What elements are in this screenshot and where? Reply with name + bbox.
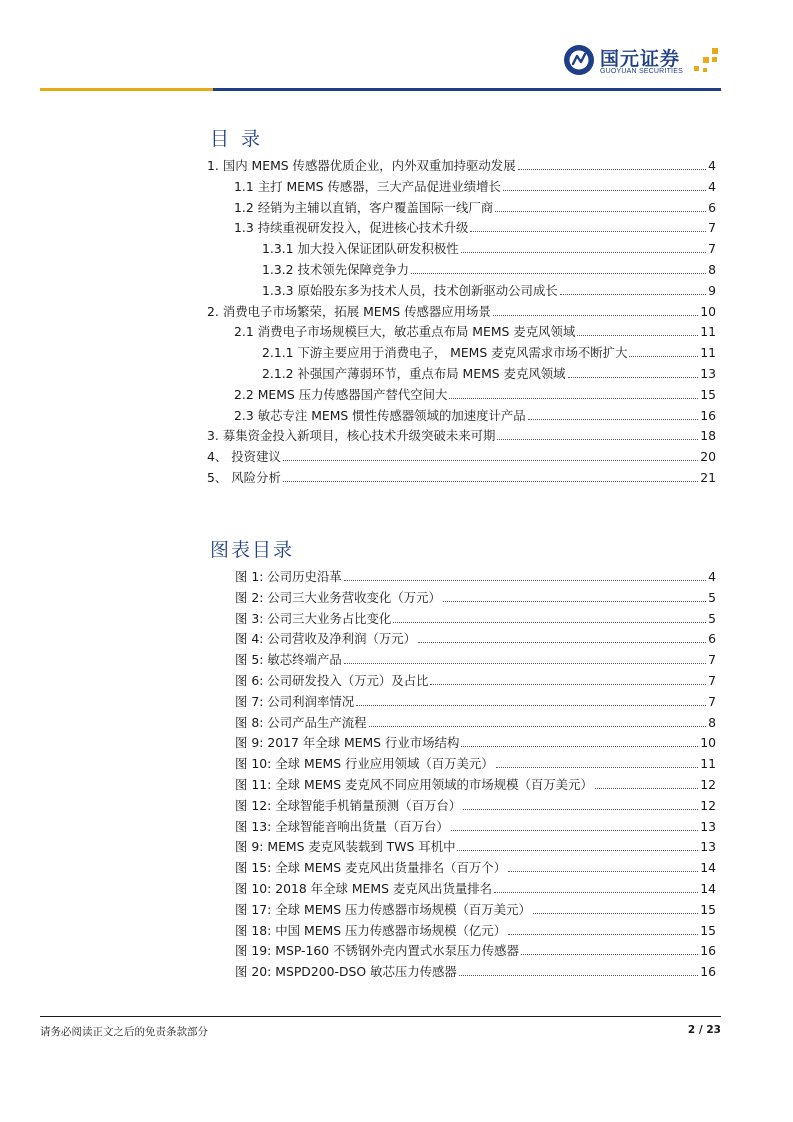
toc-entry[interactable] bbox=[262, 281, 716, 299]
figure-entry-number: 图 7: bbox=[235, 693, 264, 709]
dot-leader bbox=[470, 231, 706, 232]
figure-entry-text: 公司产品生产流程 bbox=[267, 714, 367, 730]
toc-entry[interactable] bbox=[207, 447, 716, 465]
figure-entry-page: 5 bbox=[708, 589, 716, 605]
toc-entry-number: 1.3.1 bbox=[262, 241, 294, 257]
figure-entry[interactable] bbox=[235, 629, 716, 647]
dot-leader bbox=[459, 975, 698, 976]
figure-entry-text: MEMS 麦克风装载到 TWS 耳机中 bbox=[267, 839, 456, 855]
toc-entry-number: 4、 bbox=[207, 449, 228, 465]
toc-entry-number: 5、 bbox=[207, 470, 228, 485]
toc-entry-number: 1.2 bbox=[234, 199, 254, 215]
figure-entry-number: 图 13: bbox=[235, 818, 272, 834]
toc-entry[interactable] bbox=[207, 302, 716, 320]
toc-entry[interactable] bbox=[234, 322, 716, 340]
toc-entry-page: 9 bbox=[708, 282, 716, 298]
dot-leader bbox=[497, 439, 698, 440]
figure-entry-text: 全球智能手机销量预测（百万台） bbox=[275, 797, 462, 813]
dot-leader bbox=[344, 663, 706, 664]
figure-entry-page: 11 bbox=[700, 756, 716, 772]
figure-entry[interactable] bbox=[235, 754, 716, 772]
figure-entry-number: 图 10: bbox=[235, 756, 272, 772]
logo-chinese-name: 国元证券 bbox=[600, 48, 681, 70]
dot-leader bbox=[369, 726, 707, 727]
dot-leader bbox=[430, 684, 706, 685]
figure-entry-page: 14 bbox=[700, 881, 716, 896]
toc-entry-text: 募集资金投入新项目，核心技术升级突破未来可期 bbox=[222, 428, 496, 444]
dot-leader bbox=[495, 211, 706, 212]
dot-leader bbox=[518, 169, 707, 170]
toc-entry-number: 2.1 bbox=[234, 324, 254, 340]
toc-entry-text: 主打 MEMS 传感器，三大产品促进业绩增长 bbox=[257, 178, 501, 194]
figure-entry-text: 全球 MEMS 麦克风不同应用领域的市场规模（百万美元） bbox=[275, 777, 593, 792]
figure-entry-number: 图 10: bbox=[235, 881, 272, 896]
toc-entry-text: 风险分析 bbox=[231, 470, 281, 485]
figure-entry-number: 图 9: bbox=[235, 735, 264, 751]
toc-entry[interactable] bbox=[234, 385, 716, 403]
toc-entry-text: 原始股东多为技术人员，技术创新驱动公司成长 bbox=[297, 282, 558, 298]
toc-entry-page: 18 bbox=[700, 428, 716, 444]
figure-entry-text: MSPD200-DSO 敏芯压力传感器 bbox=[275, 964, 457, 980]
toc-entry-page: 7 bbox=[708, 220, 716, 236]
figure-entry-text: 公司三大业务营收变化（万元） bbox=[267, 589, 441, 605]
figure-list-title: 图表目录 bbox=[210, 539, 295, 561]
dot-leader bbox=[344, 580, 706, 581]
toc-entry-text: 国内 MEMS 传感器优质企业，内外双重加持驱动发展 bbox=[222, 158, 516, 173]
dot-leader bbox=[508, 934, 698, 935]
figure-entry-text: 全球 MEMS 压力传感器市场规模（百万美元） bbox=[275, 901, 531, 917]
dot-leader bbox=[494, 892, 698, 893]
figure-entry-number: 图 19: bbox=[235, 943, 272, 959]
toc-entry[interactable] bbox=[262, 343, 716, 361]
figure-entry-number: 图 12: bbox=[235, 797, 272, 813]
toc-entry-page: 20 bbox=[700, 449, 716, 465]
toc-entry-number: 1.3.3 bbox=[262, 282, 294, 298]
figure-entry-number: 图 2: bbox=[235, 589, 264, 605]
footer-disclaimer-note: 请务必阅读正文之后的免责条款部分 bbox=[40, 1026, 208, 1038]
dot-leader bbox=[496, 767, 699, 768]
figure-entry-text: 公司研发投入（万元）及占比 bbox=[267, 673, 429, 688]
toc-entry-number: 2.2 bbox=[234, 386, 254, 402]
toc-entry-page: 10 bbox=[700, 303, 716, 319]
toc-entry[interactable] bbox=[234, 406, 716, 424]
toc-entry-text: 补强国产薄弱环节，重点布局 MEMS 麦克风领域 bbox=[297, 366, 566, 381]
toc-entry-number: 2.1.2 bbox=[262, 366, 294, 381]
toc-entry-page: 21 bbox=[700, 470, 716, 485]
figure-entry-page: 16 bbox=[700, 964, 716, 980]
figure-entry-page: 12 bbox=[700, 797, 716, 813]
toc-entry-number: 2. bbox=[207, 303, 219, 319]
figure-entry-text: 全球智能音响出货量（百万台） bbox=[275, 818, 449, 834]
page-number: 2 / 23 bbox=[687, 1024, 721, 1036]
dot-leader bbox=[356, 705, 706, 706]
dot-leader bbox=[533, 913, 698, 914]
figure-entry-number: 图 8: bbox=[235, 714, 264, 730]
dot-leader bbox=[451, 830, 698, 831]
figure-entry[interactable] bbox=[235, 713, 716, 731]
figure-entry-text: 公司历史沿革 bbox=[267, 569, 342, 584]
toc-entry-text: 加大投入保证团队研发积极性 bbox=[297, 241, 459, 257]
toc-entry-text: 经销为主辅以直销，客户覆盖国际一线厂商 bbox=[257, 199, 494, 215]
dot-leader bbox=[493, 315, 698, 316]
dot-leader bbox=[528, 419, 699, 420]
figure-entry-number: 图 3: bbox=[235, 610, 264, 626]
figure-entry[interactable] bbox=[235, 609, 716, 627]
dot-leader bbox=[629, 356, 698, 357]
figure-entry-page: 7 bbox=[708, 673, 716, 688]
figure-entry-text: 公司营收及净利润（万元） bbox=[267, 631, 417, 647]
dot-leader bbox=[508, 871, 698, 872]
toc-entry[interactable] bbox=[262, 260, 716, 278]
toc-entry[interactable] bbox=[207, 468, 716, 486]
figure-entry[interactable] bbox=[235, 941, 716, 959]
dot-leader bbox=[577, 335, 698, 336]
figure-entry-page: 12 bbox=[700, 777, 716, 792]
toc-entry-page: 16 bbox=[700, 407, 716, 423]
figure-entry[interactable] bbox=[235, 962, 716, 980]
toc-entry-page: 11 bbox=[700, 324, 716, 340]
toc-entry-page: 8 bbox=[708, 262, 716, 277]
footer-rule bbox=[40, 1016, 721, 1017]
figure-entry[interactable] bbox=[235, 817, 716, 835]
figure-entry[interactable] bbox=[235, 733, 716, 751]
figure-entry-page: 14 bbox=[700, 860, 716, 876]
toc-entry-number: 1. bbox=[207, 158, 219, 173]
toc-entry-number: 2.3 bbox=[234, 407, 254, 423]
figure-entry-text: 2017 年全球 MEMS 行业市场结构 bbox=[267, 735, 460, 751]
toc-entry[interactable] bbox=[207, 426, 716, 444]
figure-entry-number: 图 20: bbox=[235, 964, 272, 980]
figure-entry-page: 4 bbox=[708, 569, 716, 584]
toc-entry-text: 消费电子市场规模巨大，敏芯重点布局 MEMS 麦克风领域 bbox=[257, 324, 576, 340]
dot-leader bbox=[568, 377, 699, 378]
dot-leader bbox=[393, 622, 706, 623]
figure-entry-page: 8 bbox=[708, 714, 716, 730]
toc-entry-text: 投资建议 bbox=[231, 449, 281, 465]
toc-entry-text: MEMS 压力传感器国产替代空间大 bbox=[257, 386, 448, 402]
figure-entry-text: 公司三大业务占比变化 bbox=[267, 610, 392, 626]
toc-entry[interactable] bbox=[262, 239, 716, 257]
figure-entry-number: 图 1: bbox=[235, 569, 264, 584]
toc-entry-text: 技术领先保障竞争力 bbox=[297, 262, 410, 277]
toc-entry-page: 4 bbox=[708, 158, 716, 173]
dot-leader bbox=[418, 642, 706, 643]
figure-entry-number: 图 17: bbox=[235, 901, 272, 917]
figure-entry[interactable] bbox=[235, 858, 716, 876]
figure-entry-page: 6 bbox=[708, 631, 716, 647]
figure-entry-page: 13 bbox=[700, 839, 716, 855]
dot-leader bbox=[449, 398, 698, 399]
toc-entry[interactable] bbox=[262, 364, 716, 382]
figure-entry-text: 全球 MEMS 麦克风出货量排名（百万个） bbox=[275, 860, 507, 876]
toc-entry[interactable] bbox=[234, 218, 716, 236]
toc-entry-number: 2.1.1 bbox=[262, 345, 294, 361]
dot-leader bbox=[283, 481, 698, 482]
figure-entry-number: 图 6: bbox=[235, 673, 264, 688]
figure-entry-text: 公司利润率情况 bbox=[267, 693, 355, 709]
toc-entry-number: 1.3 bbox=[234, 220, 254, 236]
figure-entry-number: 图 5: bbox=[235, 652, 264, 668]
toc-entry-page: 13 bbox=[700, 366, 716, 381]
figure-entry-page: 16 bbox=[700, 943, 716, 959]
figure-entry[interactable] bbox=[235, 900, 716, 918]
figure-entry-page: 7 bbox=[708, 693, 716, 709]
figure-entry[interactable] bbox=[235, 921, 716, 939]
figure-entry-text: 2018 年全球 MEMS 麦克风出货量排名 bbox=[275, 881, 493, 896]
dot-leader bbox=[463, 809, 698, 810]
logo-dots-icon bbox=[694, 48, 722, 76]
toc-entry-number: 1.1 bbox=[234, 178, 254, 194]
figure-entry-text: 中国 MEMS 压力传感器市场规模（亿元） bbox=[275, 922, 507, 938]
figure-entry-page: 7 bbox=[708, 652, 716, 668]
dot-leader bbox=[461, 746, 698, 747]
figure-entry-page: 15 bbox=[700, 901, 716, 917]
toc-entry[interactable] bbox=[207, 156, 716, 174]
toc-entry-number: 3. bbox=[207, 428, 219, 444]
dot-leader bbox=[595, 788, 698, 789]
figure-entry-page: 5 bbox=[708, 610, 716, 626]
toc-entry-text: 敏芯专注 MEMS 惯性传感器领域的加速度计产品 bbox=[257, 407, 526, 423]
toc-entry-number: 1.3.2 bbox=[262, 262, 294, 277]
dot-leader bbox=[560, 294, 706, 295]
dot-leader bbox=[503, 190, 706, 191]
dot-leader bbox=[443, 601, 706, 602]
company-logo bbox=[563, 42, 723, 82]
dot-leader bbox=[411, 273, 706, 274]
dot-leader bbox=[461, 252, 707, 253]
figure-entry-text: MSP-160 不锈钢外壳内置式水泵压力传感器 bbox=[275, 943, 519, 959]
toc-entry-text: 消费电子市场繁荣，拓展 MEMS 传感器应用场景 bbox=[222, 303, 491, 319]
toc-title: 目录 bbox=[210, 128, 273, 150]
figure-entry-page: 10 bbox=[700, 735, 716, 751]
header-rule-blue bbox=[213, 88, 721, 91]
toc-entry-page: 11 bbox=[700, 345, 716, 361]
toc-entry-page: 6 bbox=[708, 199, 716, 215]
figure-entry[interactable] bbox=[235, 796, 716, 814]
figure-entry-number: 图 18: bbox=[235, 922, 272, 938]
logo-english-name: GUOYUAN SECURITIES bbox=[600, 68, 683, 75]
figure-entry[interactable] bbox=[235, 837, 716, 855]
toc-entry[interactable] bbox=[234, 198, 716, 216]
figure-entry[interactable] bbox=[235, 775, 716, 793]
toc-entry-page: 7 bbox=[708, 241, 716, 257]
figure-entry-number: 图 9: bbox=[235, 839, 264, 855]
figure-entry[interactable] bbox=[235, 692, 716, 710]
dot-leader bbox=[457, 850, 698, 851]
header-rule-gold bbox=[40, 88, 213, 91]
toc-entry[interactable] bbox=[234, 177, 716, 195]
figure-entry-text: 敏芯终端产品 bbox=[267, 652, 342, 668]
toc-entry-text: 下游主要应用于消费电子， MEMS 麦克风需求市场不断扩大 bbox=[297, 345, 628, 361]
figure-entry[interactable] bbox=[235, 650, 716, 668]
figure-entry-number: 图 11: bbox=[235, 777, 272, 792]
toc-entry-text: 持续重视研发投入，促进核心技术升级 bbox=[257, 220, 469, 236]
dot-leader bbox=[283, 460, 698, 461]
figure-entry-number: 图 4: bbox=[235, 631, 264, 647]
figure-entry-text: 全球 MEMS 行业应用领域（百万美元） bbox=[275, 756, 494, 772]
guoyuan-logo-icon bbox=[563, 44, 595, 76]
figure-entry[interactable] bbox=[235, 879, 716, 897]
dot-leader bbox=[521, 954, 698, 955]
figure-entry-number: 图 15: bbox=[235, 860, 272, 876]
toc-entry-page: 15 bbox=[700, 386, 716, 402]
figure-entry-page: 13 bbox=[700, 818, 716, 834]
figure-entry-page: 15 bbox=[700, 922, 716, 938]
figure-entry[interactable] bbox=[235, 671, 716, 689]
toc-entry-page: 4 bbox=[708, 178, 716, 194]
figure-entry[interactable] bbox=[235, 567, 716, 585]
figure-entry[interactable] bbox=[235, 588, 716, 606]
